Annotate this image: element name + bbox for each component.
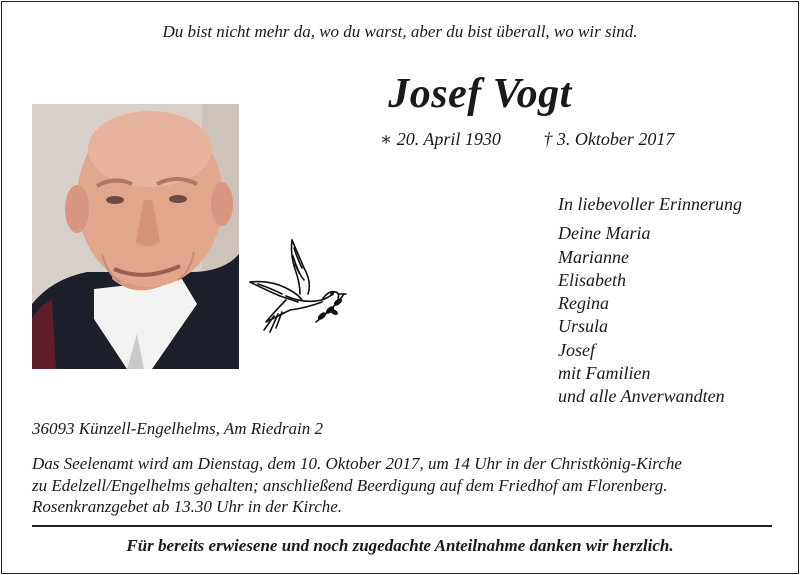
divider-line [32, 525, 772, 527]
motto-quote: Du bist nicht mehr da, wo du warst, aber du bist überall, wo wir sind. [162, 22, 638, 41]
mourner-name: Marianne [558, 246, 629, 267]
mourner-name: mit Familien [558, 363, 651, 384]
mourner-name: und alle Anverwandten [558, 386, 725, 407]
life-dates [380, 129, 674, 150]
thanks-line: Für bereits erwiesene und noch zugedachte Anteilnahme danken wir herzlich. [126, 536, 674, 555]
mourner-name: Ursula [558, 316, 609, 337]
funeral-notice [32, 453, 772, 518]
family-address: 36093 Künzell-Engelhelms, Am Riedrain 2 [32, 419, 324, 438]
mourner-name: Elisabeth [558, 269, 626, 290]
notice-line: Das Seelenamt wird am Dienstag, dem 10. Oktober 2017, um 14 Uhr in der Christkönig-Kirche [32, 454, 682, 473]
birth-date: ∗ 20. April 1930 [380, 129, 501, 149]
notice-line: Rosenkranzgebet ab 13.30 Uhr in der Kirche. [32, 497, 343, 516]
portrait-photo [32, 104, 239, 369]
death-date: † 3. Oktober 2017 [543, 129, 675, 149]
deceased-name: Josef Vogt [388, 71, 572, 117]
notice-line: zu Edelzell/Engelhelms gehalten; anschließend Beerdigung auf dem Friedhof am Florenberg. [32, 475, 668, 495]
mourner-name: Regina [558, 293, 609, 314]
remembrance-line: In liebevoller Erinnerung [558, 194, 742, 214]
portrait-illustration [32, 104, 239, 369]
dove-with-olive-branch-icon [246, 238, 352, 334]
mourner-name: Josef [558, 339, 595, 360]
mourner-name: Deine Maria [558, 223, 651, 244]
mourners-block [558, 193, 742, 409]
